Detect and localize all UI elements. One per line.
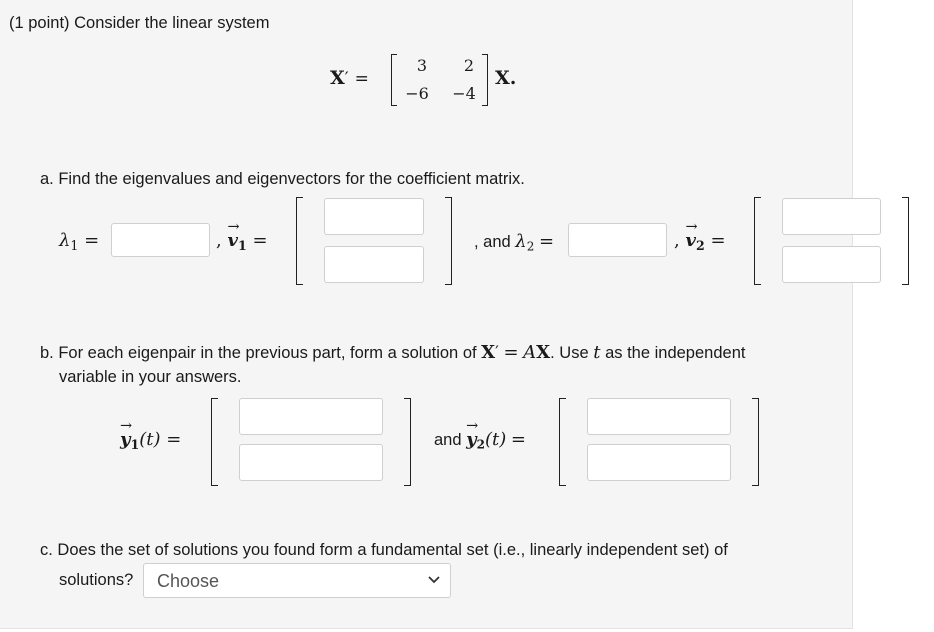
comma: , [216, 230, 222, 251]
v1-bracket-left [296, 197, 303, 285]
subscript-1: 1 [70, 237, 79, 253]
matrix-bracket-right [482, 54, 488, 106]
part-b-prompt-post: as the independent [605, 344, 746, 362]
y2-component-1-input[interactable] [587, 398, 731, 435]
y1-component-1-input[interactable] [239, 398, 383, 435]
v2-component-1-input[interactable] [782, 198, 881, 235]
x-symbol: X [481, 342, 496, 363]
t-argument: (t) [484, 429, 507, 450]
x-vector-symbol: X. [495, 67, 517, 89]
subscript-2: 2 [695, 237, 705, 253]
v1-component-2-input[interactable] [324, 246, 424, 283]
v2-bracket-right [902, 197, 909, 285]
y-vector-symbol: → y [466, 429, 476, 450]
subscript-1: 1 [130, 436, 140, 452]
part-c-prompt-line2: solutions? [59, 571, 134, 589]
equals-sign: = [538, 231, 555, 252]
equals-sign: = [166, 429, 182, 450]
lambda-symbol: λ [59, 230, 71, 251]
part-b-prompt-line2: variable in your answers. [59, 368, 242, 386]
t-symbol: t [593, 342, 601, 363]
subscript-1: 1 [237, 237, 247, 253]
lambda-symbol: λ [515, 231, 527, 252]
prime-symbol: ′ [495, 343, 499, 362]
equals-sign: = [354, 69, 369, 89]
x-symbol: X [330, 67, 345, 89]
matrix-entry-11: 3 [416, 56, 428, 75]
v-vector-symbol: → v [685, 230, 695, 251]
matrix-entry-12: 2 [463, 56, 475, 75]
lambda2-input[interactable] [568, 223, 667, 257]
y2-bracket-left [559, 398, 566, 486]
y1-bracket-left [211, 398, 218, 486]
equals-sign: = [510, 429, 526, 450]
v2-label [674, 230, 726, 253]
v1-label [216, 230, 268, 253]
v1-component-1-input[interactable] [324, 198, 424, 235]
part-b-prompt [40, 342, 745, 363]
lambda1-label [59, 230, 99, 253]
v1-bracket-right [445, 197, 452, 285]
problem-header: (1 point) Consider the linear system [9, 14, 270, 32]
matrix-entry-22: −4 [452, 84, 476, 103]
matrix-entry-21: −6 [405, 84, 429, 103]
y1-bracket-right [404, 398, 411, 486]
equals-sign: = [84, 230, 100, 251]
and-text: , and [474, 233, 511, 251]
part-b-prompt-mid: . Use [550, 344, 589, 362]
select-value: Choose [157, 571, 220, 591]
lambda1-input[interactable] [111, 223, 210, 257]
chevron-down-icon [428, 571, 440, 587]
part-a-prompt: a. Find the eigenvalues and eigenvectors for the coefficient matrix. [40, 170, 525, 188]
y1-label [120, 429, 181, 452]
y2-bracket-right [752, 398, 759, 486]
x-symbol: X [536, 342, 551, 363]
equals-sign: = [503, 342, 519, 363]
prime-symbol: ′ [344, 69, 349, 89]
part-b-prompt-pre: b. For each eigenpair in the previous part, form a solution of [40, 344, 477, 362]
comma: , [674, 230, 680, 251]
v2-component-2-input[interactable] [782, 246, 881, 283]
y2-component-2-input[interactable] [587, 444, 731, 481]
fundamental-set-select[interactable] [143, 563, 451, 598]
y1-component-2-input[interactable] [239, 444, 383, 481]
equals-sign: = [252, 230, 268, 251]
subscript-2: 2 [526, 239, 535, 254]
subscript-2: 2 [476, 437, 485, 452]
t-argument: (t) [139, 429, 161, 450]
part-c-prompt: c. Does the set of solutions you found form a fundamental set (i.e., linearly independent set) of [40, 541, 728, 559]
v-vector-symbol: → v [227, 230, 237, 251]
and-text: and [434, 431, 462, 449]
v2-bracket-left [754, 197, 761, 285]
a-symbol: A [523, 342, 537, 363]
y-vector-symbol: → y [120, 429, 130, 450]
equals-sign: = [710, 230, 726, 251]
lambda2-label [474, 231, 554, 254]
y2-label [434, 429, 526, 452]
